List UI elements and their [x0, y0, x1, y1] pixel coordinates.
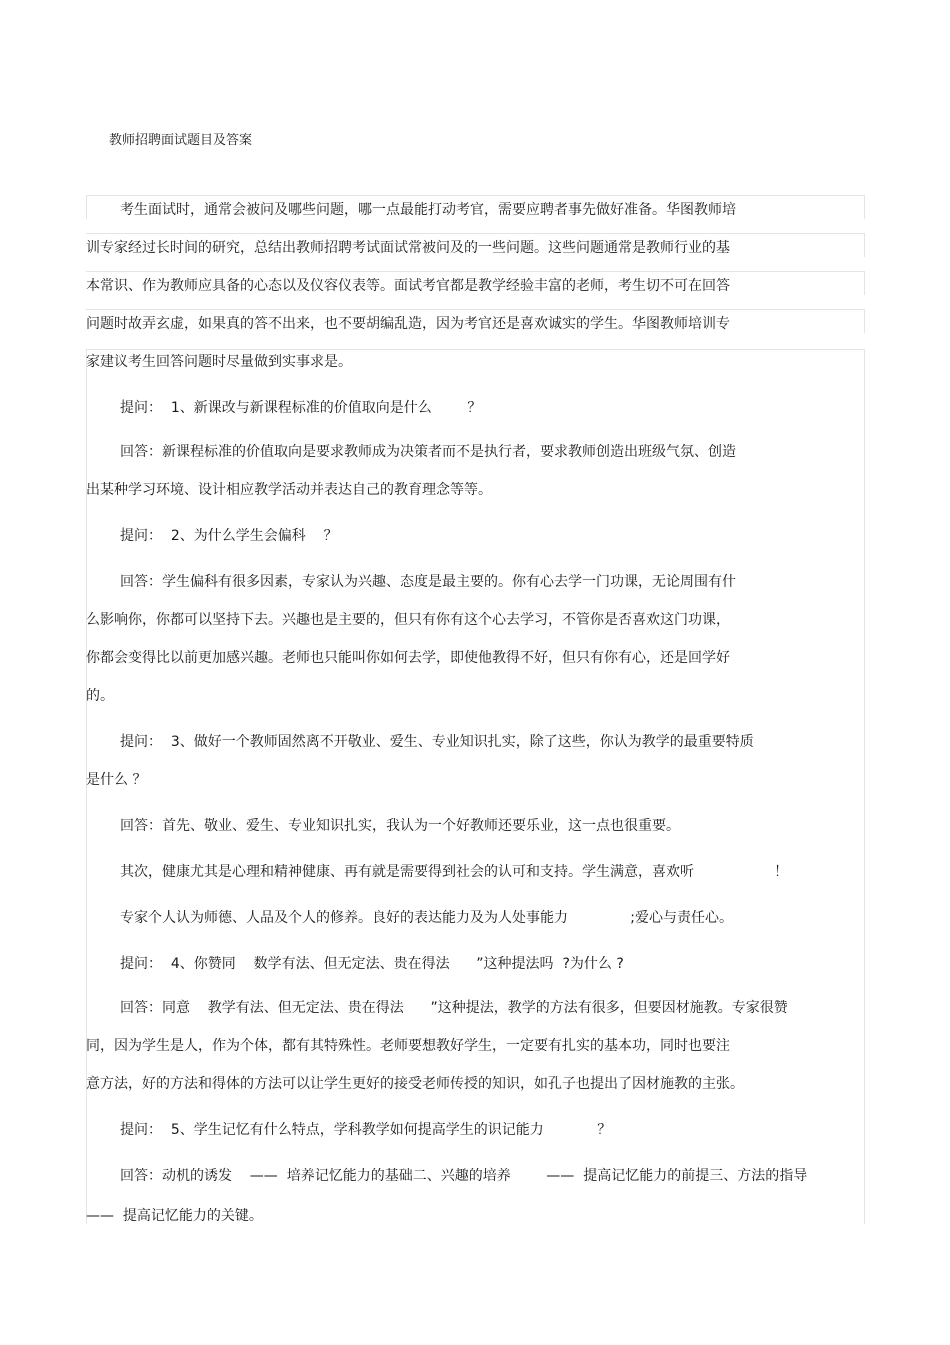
paragraph-line: 家建议考生回答问题时尽量做到实事求是。 [86, 354, 352, 370]
frame-line-top [86, 195, 864, 196]
paragraph-line: 考生面试时，通常会被问及哪些问题，哪一点最能打动考官，需要应聘者事先做好准备。华图教师培 [120, 202, 736, 218]
answer-3-line: 其次，健康尤其是心理和精神健康、再有就是需要得到社会的认可和支持。学生满意，喜欢听 ！ [120, 864, 789, 880]
answer-5-line: —— 提高记忆能力的关键。 [86, 1208, 263, 1224]
answer-4-line: 回答：同意 教学有法、但无定法、贵在得法 ”这种提法，教学的方法有很多，但要因材施教。专家很赞 [120, 1000, 788, 1016]
frame-line-h5 [86, 349, 864, 350]
question-1: 提问： 1、新课改与新课程标准的价值取向是什么 ？ [120, 400, 482, 416]
frame-line-h3 [86, 271, 864, 272]
question-4: 提问： 4、你赞同 数学有法、但无定法、贵在得法 ”这种提法吗 ?为什么 ? [120, 956, 624, 972]
paragraph-line: 问题时故弄玄虚，如果真的答不出来，也不要胡编乱造，因为考官还是喜欢诚实的学生。华图教师培训专 [86, 316, 730, 332]
answer-2-line: 回答：学生偏科有很多因素，专家认为兴趣、态度是最主要的。你有心去学一门功课，无论周围有什 [120, 574, 736, 590]
answer-1-line: 出某种学习环境、设计相应教学活动并表达自己的教育理念等等。 [86, 482, 492, 498]
frame-line-left-a [86, 195, 87, 219]
answer-3-line: 专家个人认为师德、人品及个人的修养。良好的表达能力及为人处事能力 ;爱心与责任心。 [120, 910, 734, 926]
question-2: 提问： 2、为什么学生会偏科 ？ [120, 528, 338, 544]
question-3-line: 是什么 ？ [86, 772, 147, 788]
frame-line-h4 [86, 309, 864, 310]
frame-line-right-c [864, 271, 865, 295]
paragraph-line: 训专家经过长时间的研究，总结出教师招聘考试面试常被问及的一些问题。这些问题通常是教师行业的基 [86, 240, 730, 256]
answer-3-line: 回答：首先、敬业、爱生、专业知识扎实，我认为一个好教师还要乐业，这一点也很重要。 [120, 818, 680, 834]
answer-4-line: 意方法，好的方法和得体的方法可以让学生更好的接受老师传授的知识，如孔子也提出了因材施教的主张。 [86, 1076, 744, 1092]
answer-5-line: 回答：动机的诱发 —— 培养记忆能力的基础二、兴趣的培养 —— 提高记忆能力的前提三、方法的指导 [120, 1168, 808, 1184]
answer-2-line: 的。 [86, 688, 114, 704]
question-3: 提问： 3、做好一个教师固然离不开敬业、爱生、专业知识扎实，除了这些，你认为教学的最重要特质 [120, 734, 754, 750]
answer-2-line: 么影响你，你都可以坚持下去。兴趣也是主要的，但只有你有这个心去学习，不管你是否喜欢这门功课， [86, 612, 730, 628]
answer-1-line: 回答：新课程标准的价值取向是要求教师成为决策者而不是执行者，要求教师创造出班级气氛、创造 [120, 444, 736, 460]
frame-line-right-d [864, 309, 865, 333]
frame-line-h2 [86, 233, 864, 234]
answer-4-line: 同，因为学生是人，作为个体，都有其特殊性。老师要想教好学生，一定要有扎实的基本功，同时也要注 [86, 1038, 730, 1054]
paragraph-line: 本常识、作为教师应具备的心态以及仪容仪表等。面试考官都是教学经验丰富的老师，考生切不可在回答 [86, 278, 730, 294]
frame-line-right-b [864, 233, 865, 257]
answer-2-line: 你都会变得比以前更加感兴趣。老师也只能叫你如何去学，即使他教得不好，但只有你有心，还是回学好 [86, 650, 730, 666]
frame-line-right-main [864, 349, 865, 1224]
document-title: 教师招聘面试题目及答案 [109, 133, 253, 148]
frame-line-right-a [864, 195, 865, 219]
question-5: 提问： 5、学生记忆有什么特点，学科教学如何提高学生的识记能力 ？ [120, 1122, 612, 1138]
